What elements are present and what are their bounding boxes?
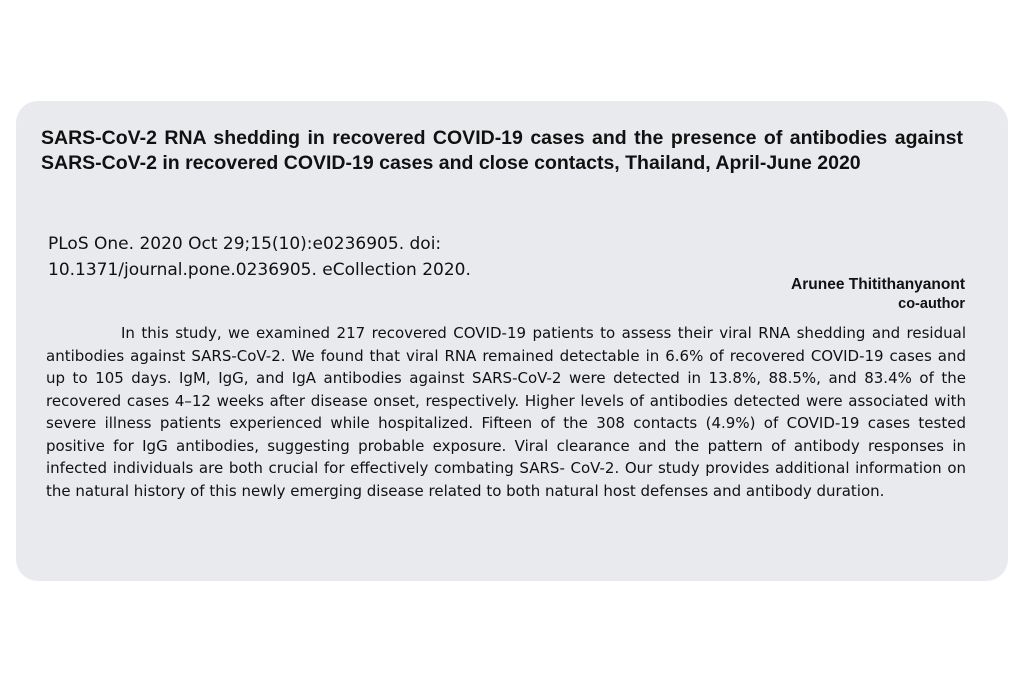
citation-line-2: 10.1371/journal.pone.0236905. eCollection 2020. (48, 260, 471, 280)
citation-line-1: PLoS One. 2020 Oct 29;15(10):e0236905. doi: (48, 234, 442, 254)
citation (48, 231, 568, 283)
author-role: co-author (898, 296, 965, 312)
publication-card (16, 101, 1008, 581)
author-block (791, 274, 965, 314)
abstract-text: In this study, we examined 217 recovered COVID-19 patients to assess their viral RNA shedding and residual antibodies against SARS-CoV-2. We found that viral RNA remained detectable in 6.6% of recovered COVID-19 cases and up to 105 days. IgM, IgG, and IgA antibodies against SARS-CoV-2 were detected in 13.8%, 88.5%, and 83.4% of the recovered cases 4–12 weeks after disease onset, respectively. Higher levels of antibodies detected were associated with severe illness patients experienced while hospitalized. Fifteen of the 308 contacts (4.9%) of COVID-19 cases tested positive for IgG antibodies, suggesting probable exposure. Viral clearance and the pattern of antibody responses in infected individuals are both crucial for effectively combating SARS- CoV-2. Our study provides additional information on the natural history of this newly emerging disease related to both natural host defenses and antibody duration. (46, 324, 966, 500)
paper-title: SARS-CoV-2 RNA shedding in recovered COVID-19 cases and the presence of antibodies against SARS-CoV-2 in recovered COVID-19 cases and close contacts, Thailand, April-June 2020 (41, 127, 963, 174)
author-name: Arunee Thitithanyanont (791, 276, 965, 293)
